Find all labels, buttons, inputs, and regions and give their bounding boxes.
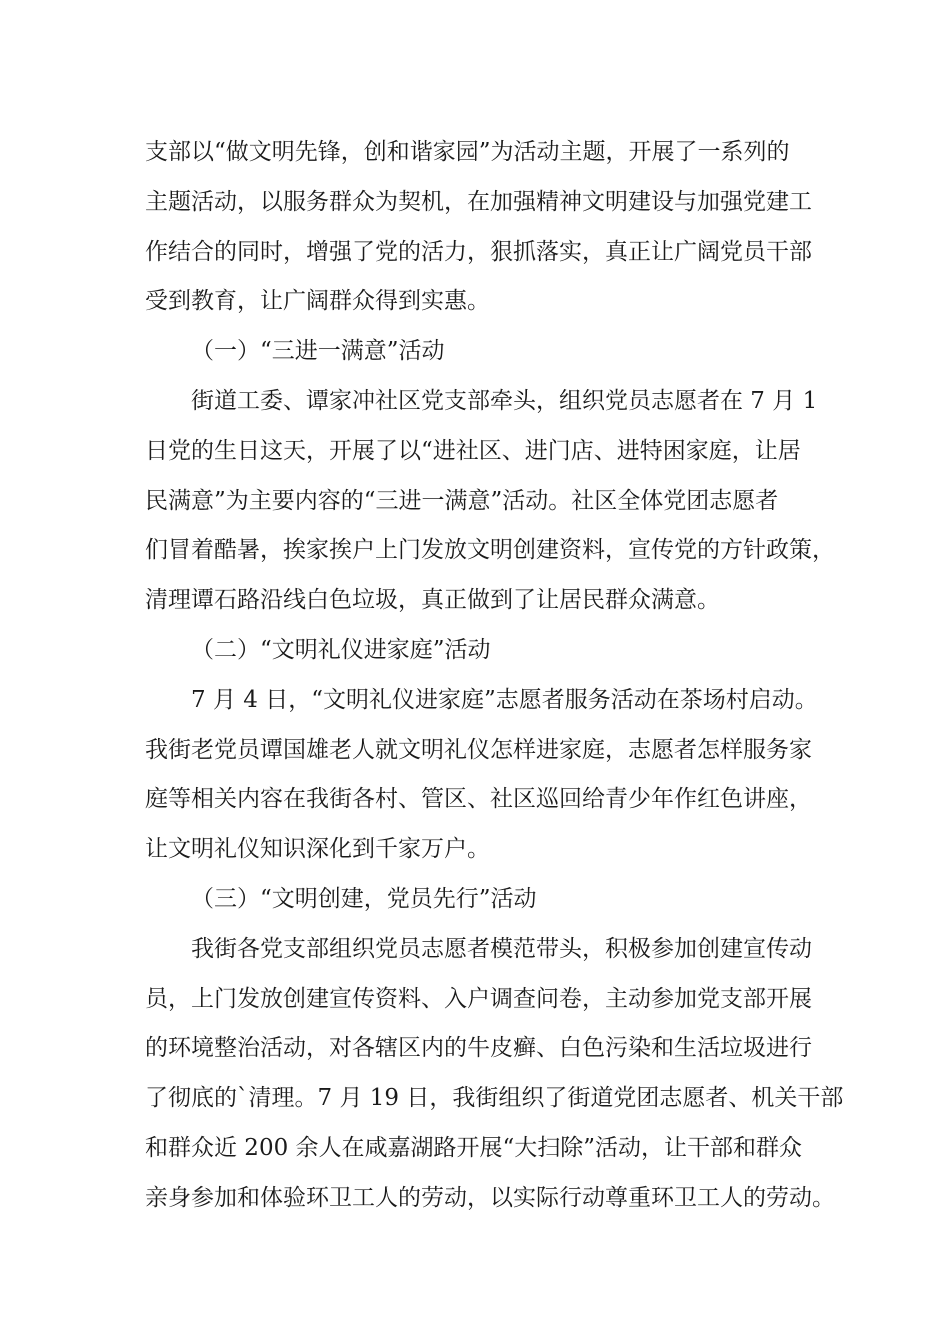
paragraph-first-line: 街道工委、谭家冲社区党支部牵头，组织党员志愿者在 7 月 1 bbox=[191, 387, 818, 414]
body-line: 让文明礼仪知识深化到千家万户。 bbox=[145, 836, 490, 863]
body-line: 员，上门发放创建宣传资料、入户调查问卷，主动参加党支部开展 bbox=[145, 985, 812, 1012]
body-line: 日党的生日这天，开展了以“进社区、进门店、进特困家庭，让居 bbox=[145, 437, 801, 464]
body-line: 们冒着酷暑，挨家挨户上门发放文明创建资料，宣传党的方针政策， bbox=[145, 537, 835, 564]
body-line: 民满意”为主要内容的“三进一满意”活动。社区全体党团志愿者 bbox=[145, 487, 779, 514]
paragraph-first-line: 7 月 4 日，“文明礼仪进家庭”志愿者服务活动在茶场村启动。 bbox=[191, 686, 818, 713]
body-line: 支部以“做文明先锋，创和谐家园”为活动主题，开展了一系列的 bbox=[145, 139, 790, 165]
body-line: 和群众近 200 余人在咸嘉湖路开展“大扫除”活动，让干部和群众 bbox=[145, 1134, 803, 1161]
body-line: 清理谭石路沿线白色垃圾，真正做到了让居民群众满意。 bbox=[145, 587, 720, 614]
section-heading-2: （二）“文明礼仪进家庭”活动 bbox=[191, 636, 491, 663]
body-line: 亲身参加和体验环卫工人的劳动，以实际行动尊重环卫工人的劳动。 bbox=[145, 1184, 835, 1211]
section-heading-3: （三）“文明创建，党员先行”活动 bbox=[191, 885, 537, 912]
body-line: 作结合的同时，增强了党的活力，狠抓落实，真正让广阔党员干部 bbox=[145, 238, 812, 265]
section-heading-1: （一）“三进一满意”活动 bbox=[191, 338, 445, 365]
body-line: 的环境整治活动，对各辖区内的牛皮癣、白色污染和生活垃圾进行 bbox=[145, 1035, 812, 1062]
document-body bbox=[145, 132, 844, 1228]
paragraph-first-line: 我街各党支部组织党员志愿者模范带头，积极参加创建宣传动 bbox=[191, 935, 812, 962]
body-line: 我街老党员谭国雄老人就文明礼仪怎样进家庭，志愿者怎样服务家 bbox=[145, 736, 812, 763]
body-line: 了彻底的`清理。7 月 19 日，我街组织了街道党团志愿者、机关干部 bbox=[145, 1085, 844, 1112]
body-line: 受到教育，让广阔群众得到实惠。 bbox=[145, 288, 490, 315]
body-line: 庭等相关内容在我街各村、管区、社区巡回给青少年作红色讲座， bbox=[145, 786, 812, 813]
body-line: 主题活动，以服务群众为契机，在加强精神文明建设与加强党建工 bbox=[145, 188, 812, 215]
